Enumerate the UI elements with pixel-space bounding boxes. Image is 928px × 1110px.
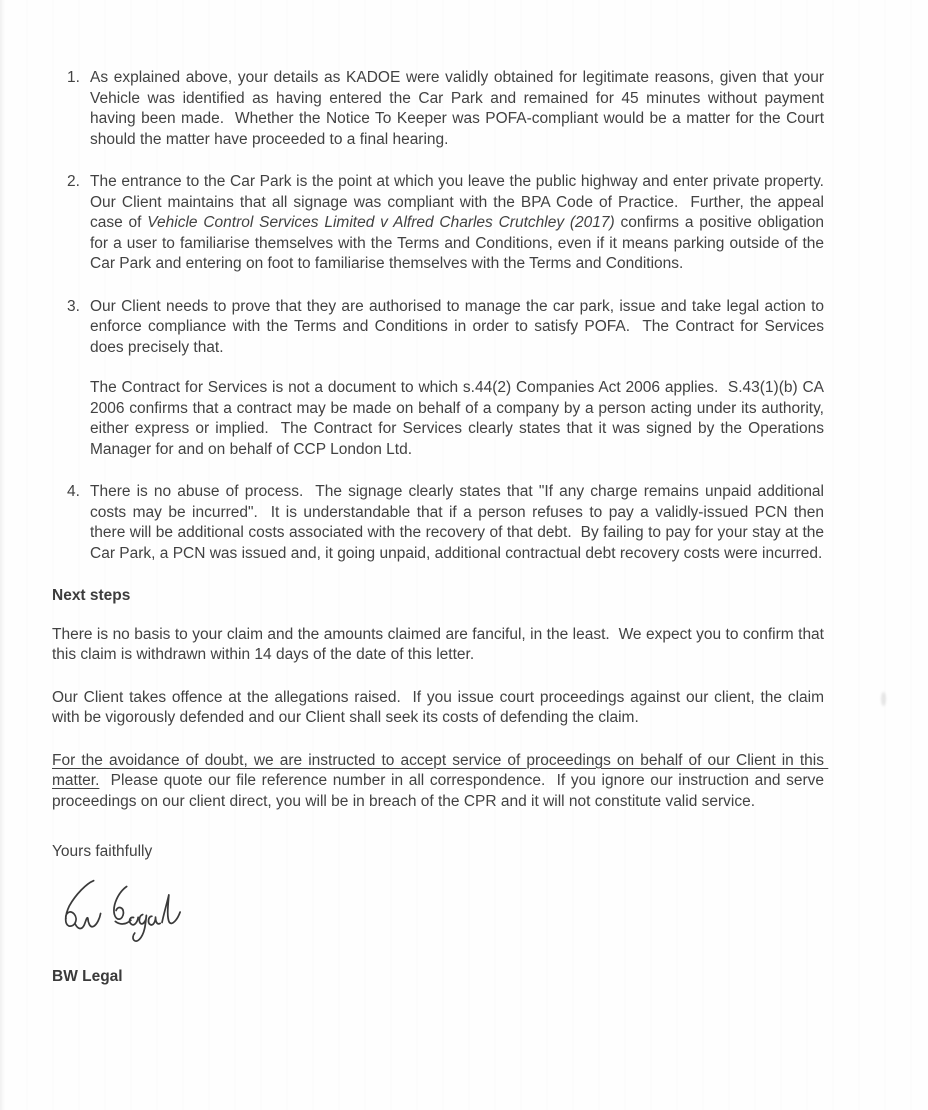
case-citation: Vehicle Control Services Limited v Alfred Charles Crutchley (2017) <box>147 214 615 231</box>
service-instruction-rest: Please quote our file reference number in all correspondence. If you ignore our instruction and serve proceedings on our client direct, you will be in breach of the CPR and it will not constitute valid service. <box>52 772 829 810</box>
point-2-body-after-citation: confirms a positive obligation for a user to familiarise themselves with the Terms and Conditions, even if it means parking outside of the Car Park and entering on foot to familiarise themselves with the Terms and Conditions. <box>90 214 829 272</box>
point-text <box>90 68 829 150</box>
numbered-point-3 <box>52 297 829 461</box>
signatory-name: BW Legal <box>52 967 123 985</box>
next-steps-paragraph-2: Our Client takes offence at the allegations raised. If you issue court proceedings against our client, the claim with be vigorously defended and our Client shall seek its costs of defending the claim. <box>52 688 829 726</box>
point-3-paragraph-1: Our Client needs to prove that they are authorised to manage the car park, issue and take legal action to enforce compliance with the Terms and Conditions in order to satisfy POFA. The Contract for Services does precisely that. <box>90 297 829 356</box>
signature-image <box>53 871 182 957</box>
numbered-point-1 <box>52 68 829 150</box>
next-steps-heading: Next steps <box>52 587 131 604</box>
next-steps-paragraph-1: There is no basis to your claim and the amounts claimed are fanciful, in the least. We expect you to confirm that this claim is withdrawn within 14 days of the date of this letter. <box>52 625 829 663</box>
point-text <box>90 172 833 275</box>
point-4-body: There is no abuse of process. The signage clearly states that "If any charge remains unpaid additional costs may be incurred". It is understandable that if a person refuses to pay a validly-issued PCN then there will be additional costs associated with the recovery of that debt. By failing to pay for your stay at the Car Park, a PCN was issued and, it going unpaid, additional contractual debt recovery costs were incurred. <box>90 483 829 562</box>
numbered-point-2 <box>52 172 833 275</box>
point-number: 4. <box>67 483 80 500</box>
point-3-paragraph-2: The Contract for Services is not a document to which s.44(2) Companies Act 2006 applies. S.43(1)(b) CA 2006 confirms that a contract may be made on behalf of a company by a person acting under its authority, either express or implied. The Contract for Services clearly states that it was signed by the Operations Manager for and on behalf of CCP London Ltd. <box>90 379 829 458</box>
point-text <box>90 297 829 461</box>
numbered-point-4 <box>52 482 829 564</box>
point-number: 1. <box>67 69 80 86</box>
scan-artifact <box>881 692 886 706</box>
valediction: Yours faithfully <box>52 843 153 860</box>
point-text <box>90 482 829 564</box>
point-number: 3. <box>67 297 80 315</box>
point-1-body: As explained above, your details as KADOE were validly obtained for legitimate reasons, given that your Vehicle was identified as having entered the Car Park and remained for 45 minutes without payment having been made. Whether the Notice To Keeper was POFA-compliant would be a matter for the Court should the matter have proceeded to a final hearing. <box>90 69 829 148</box>
handwritten-signature <box>54 873 824 957</box>
point-number: 2. <box>67 173 80 190</box>
service-instruction-underlined: For the avoidance of doubt, we are instructed to accept service of proceedings on behalf of our Client in this matter. <box>52 751 829 789</box>
next-steps-paragraph-3 <box>52 751 829 813</box>
point-2-body-before-citation: The entrance to the Car Park is the point at which you leave the public highway and enter private property. Our Client maintains that all signage was compliant with the BPA Code of Practice. Further, the appeal case of <box>90 173 833 231</box>
